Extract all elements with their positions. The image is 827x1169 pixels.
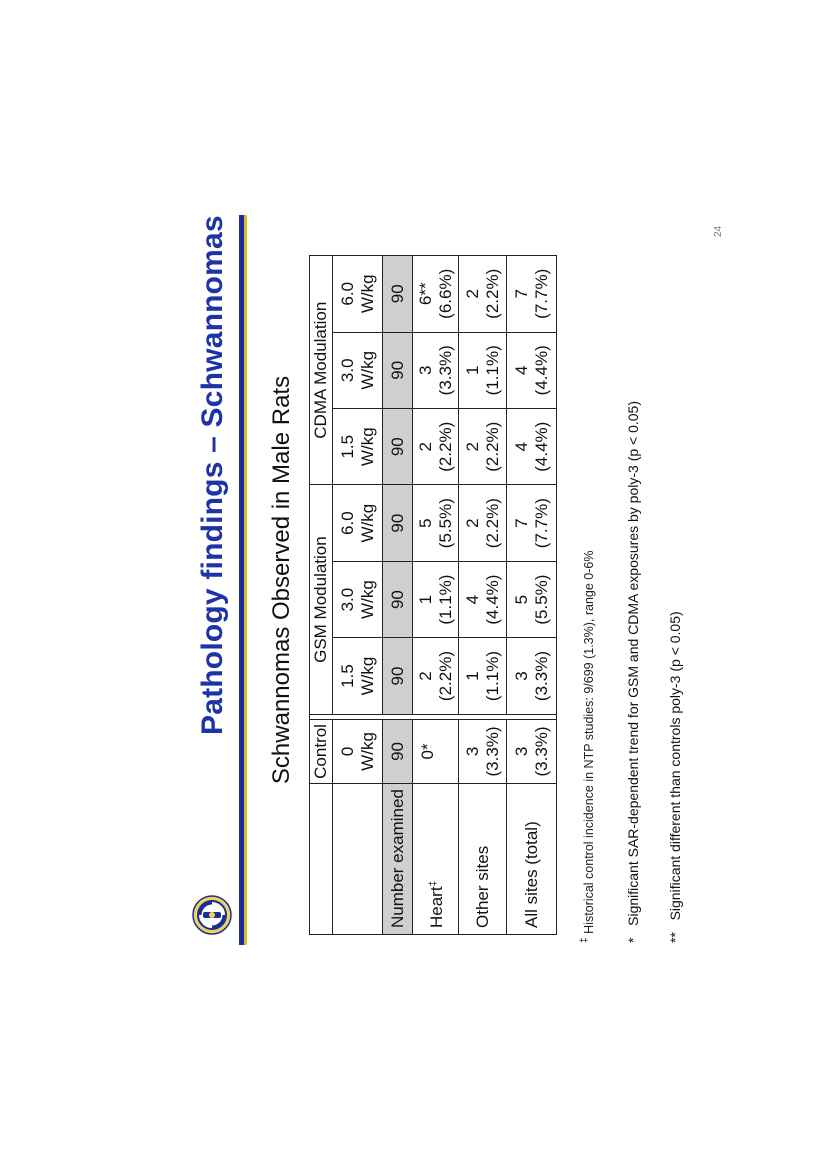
table-subtitle: Schwannomas Observed in Male Rats bbox=[268, 375, 295, 785]
corner-cell bbox=[310, 784, 333, 935]
footnote-mark: * bbox=[625, 937, 641, 943]
group-header-row bbox=[310, 256, 333, 935]
double-star-footnote bbox=[667, 611, 683, 943]
table-cell: 0* bbox=[413, 719, 459, 783]
table-cell: 5 (5.5%) bbox=[507, 561, 557, 637]
table-cell: 1 (1.1%) bbox=[413, 561, 459, 637]
table-cell: 3 (3.3%) bbox=[507, 638, 557, 714]
table-row-other-sites bbox=[459, 256, 507, 935]
row-label: Other sites bbox=[459, 784, 507, 935]
table-cell: 90 bbox=[383, 332, 413, 408]
footnote-mark: ** bbox=[667, 932, 683, 943]
dose-gsm-3: 6.0 W/kg bbox=[333, 485, 383, 561]
table-cell: 2 (2.2%) bbox=[459, 408, 507, 484]
row-label: Number examined bbox=[383, 784, 413, 935]
table-cell: 90 bbox=[383, 256, 413, 333]
table-row-all-sites bbox=[507, 256, 557, 935]
ntp-logo-icon bbox=[192, 895, 232, 935]
row-label: All sites (total) bbox=[507, 784, 557, 935]
schwannoma-table bbox=[309, 255, 557, 935]
table-cell: 2 (2.2%) bbox=[413, 638, 459, 714]
table-row-heart bbox=[413, 256, 459, 935]
table-cell: 3 (3.3%) bbox=[459, 719, 507, 783]
dose-header-row bbox=[333, 256, 383, 935]
dose-cdma-2: 3.0 W/kg bbox=[333, 332, 383, 408]
slide-title: Pathology findings – Schwannomas bbox=[196, 215, 229, 735]
table-cell: 7 (7.7%) bbox=[507, 256, 557, 333]
row-label: Heart‡ bbox=[413, 784, 459, 935]
table-cell: 2 (2.2%) bbox=[459, 485, 507, 561]
dose-cdma-1: 1.5 W/kg bbox=[333, 408, 383, 484]
table-cell: 2 (2.2%) bbox=[459, 256, 507, 333]
table-cell: 3 (3.3%) bbox=[413, 332, 459, 408]
group-gsm: GSM Modulation bbox=[310, 485, 333, 714]
dose-control: 0 W/kg bbox=[333, 719, 383, 783]
historical-footnote-text: Historical control incidence in NTP studies: 9/699 (1.3%), range 0-6% bbox=[582, 550, 596, 934]
table-cell: 90 bbox=[383, 485, 413, 561]
dose-corner-cell bbox=[333, 784, 383, 935]
page-number: 24 bbox=[713, 225, 724, 237]
table-cell: 90 bbox=[383, 638, 413, 714]
double-star-footnote-text: Significant different than controls poly-3 (p < 0.05) bbox=[667, 611, 683, 921]
table-cell: 4 (4.4%) bbox=[507, 332, 557, 408]
group-control: Control bbox=[310, 719, 333, 783]
table-cell: 5 (5.5%) bbox=[413, 485, 459, 561]
double-dagger-mark: ‡ bbox=[428, 880, 439, 887]
table-cell: 90 bbox=[383, 408, 413, 484]
historical-footnote bbox=[579, 243, 596, 943]
table-cell: 1 (1.1%) bbox=[459, 638, 507, 714]
table-row-number-examined bbox=[383, 256, 413, 935]
table-cell: 4 (4.4%) bbox=[459, 561, 507, 637]
dose-gsm-2: 3.0 W/kg bbox=[333, 561, 383, 637]
table-cell: 3 (3.3%) bbox=[507, 719, 557, 783]
table-cell: 6** (6.6%) bbox=[413, 256, 459, 333]
table-cell: 7 (7.7%) bbox=[507, 485, 557, 561]
group-cdma: CDMA Modulation bbox=[310, 256, 333, 485]
table-cell: 2 (2.2%) bbox=[413, 408, 459, 484]
dose-gsm-1: 1.5 W/kg bbox=[333, 638, 383, 714]
footnote-mark: ‡ bbox=[579, 937, 590, 943]
slide bbox=[190, 215, 745, 945]
dose-cdma-3: 6.0 W/kg bbox=[333, 256, 383, 333]
table-cell: 4 (4.4%) bbox=[507, 408, 557, 484]
title-rule-gold bbox=[244, 215, 247, 945]
table-cell: 90 bbox=[383, 719, 413, 783]
table-cell: 90 bbox=[383, 561, 413, 637]
single-star-footnote bbox=[625, 401, 641, 943]
single-star-footnote-text: Significant SAR-dependent trend for GSM and CDMA exposures by poly-3 (p < 0.05) bbox=[625, 400, 641, 926]
table-cell: 1 (1.1%) bbox=[459, 332, 507, 408]
